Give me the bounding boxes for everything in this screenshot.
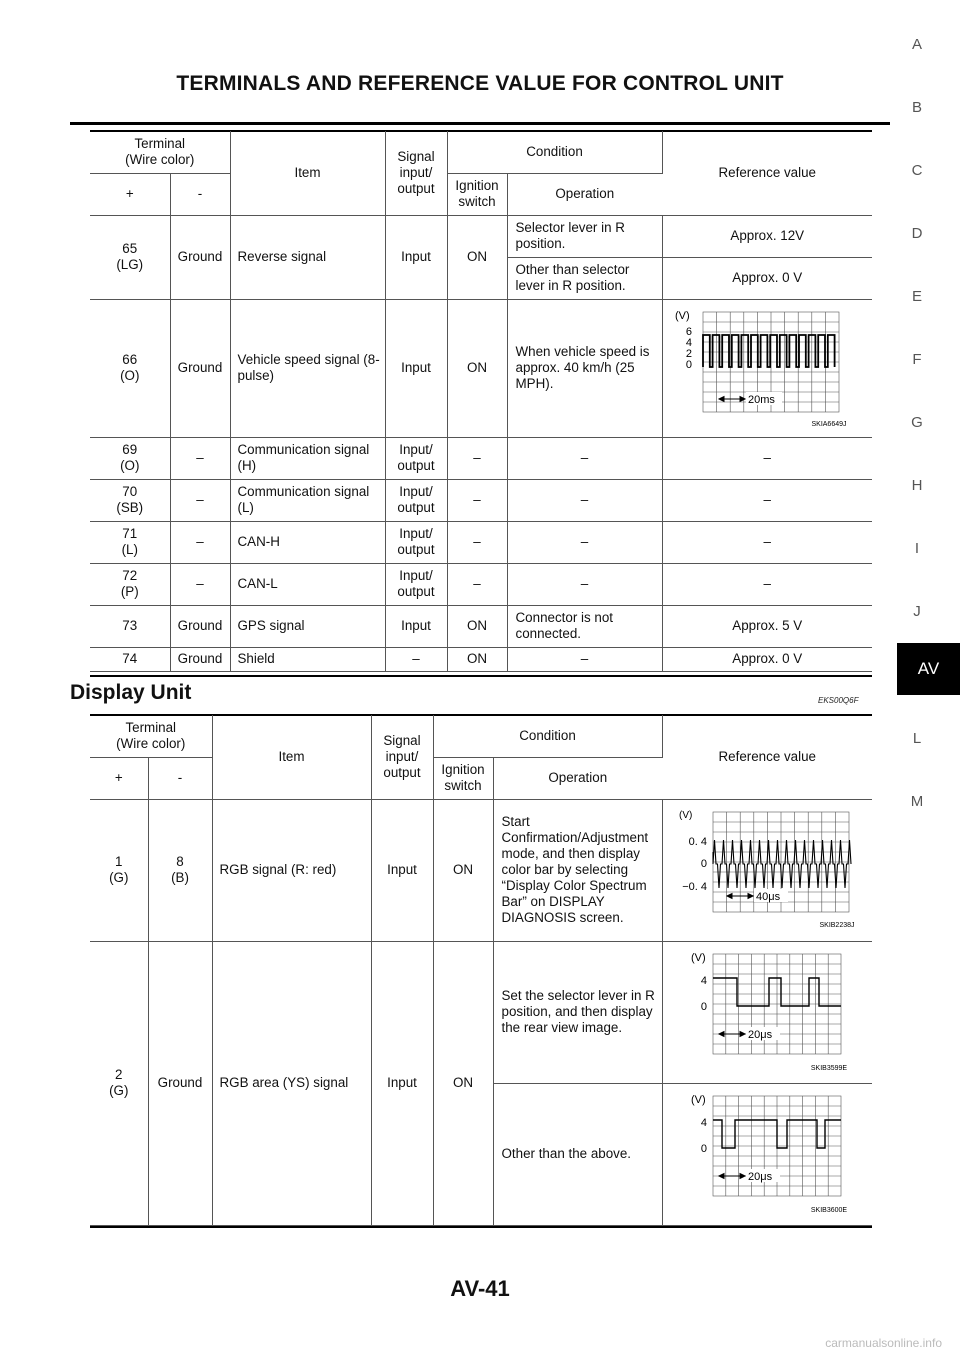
table-row bbox=[90, 647, 872, 671]
waveform-unit: (V) bbox=[675, 310, 690, 322]
operation-cell: – bbox=[507, 479, 662, 521]
header-condition: Condition bbox=[433, 715, 662, 757]
section-code: EKS00Q6F bbox=[818, 696, 859, 705]
operation-cell: Start Confirmation/Adjustment mode, and then display color bar by selecting “Display Color Spectrum Bar” on DISPLAY DIAGNOSIS screen. bbox=[493, 799, 662, 941]
waveform-tick: 0 bbox=[701, 858, 708, 870]
reference-waveform-cell bbox=[662, 941, 872, 1083]
header-plus: + bbox=[90, 173, 170, 215]
terminal-minus: Ground bbox=[170, 647, 230, 671]
table-row bbox=[90, 799, 872, 941]
waveform-tick: 0. 4 bbox=[688, 836, 708, 848]
reference-cell: – bbox=[662, 437, 872, 479]
header-item: Item bbox=[212, 715, 371, 799]
section-title-display-unit: Display Unit bbox=[70, 681, 192, 704]
figure-id: SKIA6649J bbox=[811, 421, 847, 428]
waveform-tick: 6 bbox=[686, 326, 693, 338]
ignition-cell: ON bbox=[433, 941, 493, 1225]
terminal-number: 72 (P) bbox=[90, 563, 170, 605]
header-item: Item bbox=[230, 131, 385, 215]
terminal-minus: – bbox=[170, 479, 230, 521]
terminal-minus: – bbox=[170, 437, 230, 479]
signal-cell: Input/ output bbox=[385, 479, 447, 521]
terminal-plus: 2 (G) bbox=[90, 941, 148, 1225]
item-cell: CAN-H bbox=[230, 521, 385, 563]
side-index-a[interactable]: A bbox=[911, 36, 922, 53]
side-index-b[interactable]: B bbox=[911, 99, 922, 116]
signal-cell: Input/ output bbox=[385, 521, 447, 563]
reference-cell: Approx. 12V bbox=[662, 215, 872, 257]
table-row bbox=[90, 521, 872, 563]
operation-cell: – bbox=[507, 521, 662, 563]
operation-cell: Connector is not connected. bbox=[507, 605, 662, 647]
ignition-cell: – bbox=[447, 521, 507, 563]
terminal-number: 66 (O) bbox=[90, 299, 170, 437]
operation-cell: Other than selector lever in R position. bbox=[507, 257, 662, 299]
table-row bbox=[90, 479, 872, 521]
waveform-unit: (V) bbox=[691, 1094, 706, 1106]
waveform-skia6649j bbox=[669, 304, 865, 432]
terminal-minus: Ground bbox=[170, 605, 230, 647]
ignition-cell: – bbox=[447, 479, 507, 521]
waveform-tick: −0. 4 bbox=[682, 881, 708, 893]
side-index-av-active[interactable]: AV bbox=[897, 643, 960, 695]
operation-cell: – bbox=[507, 563, 662, 605]
side-index-h[interactable]: H bbox=[911, 477, 923, 494]
time-scale-arrow bbox=[719, 1174, 745, 1179]
ignition-cell: – bbox=[447, 437, 507, 479]
operation-cell: – bbox=[507, 647, 662, 671]
header-operation: Operation bbox=[493, 757, 662, 799]
table1-bottom-rule bbox=[90, 675, 872, 677]
terminal-number: 71 (L) bbox=[90, 521, 170, 563]
figure-id: SKIB3599E bbox=[811, 1065, 848, 1072]
ignition-cell: – bbox=[447, 563, 507, 605]
operation-cell: When vehicle speed is approx. 40 km/h (25 MPH). bbox=[507, 299, 662, 437]
terminal-number: 65 (LG) bbox=[90, 215, 170, 299]
waveform-trace bbox=[713, 840, 851, 888]
side-index-f[interactable]: F bbox=[912, 351, 922, 368]
waveform-tick: 4 bbox=[701, 975, 708, 987]
reference-cell: – bbox=[662, 479, 872, 521]
terminal-minus: Ground bbox=[148, 941, 212, 1225]
terminal-table-control-unit bbox=[90, 131, 872, 672]
waveform-skib2238j bbox=[669, 806, 865, 934]
header-minus: - bbox=[170, 173, 230, 215]
waveform-tick: 0 bbox=[686, 359, 693, 371]
waveform-tick: 4 bbox=[686, 337, 693, 349]
table-row bbox=[90, 215, 872, 257]
terminal-minus: Ground bbox=[170, 215, 230, 299]
table-row bbox=[90, 299, 872, 437]
terminal-minus: – bbox=[170, 563, 230, 605]
signal-cell: Input bbox=[385, 299, 447, 437]
header-condition: Condition bbox=[447, 131, 662, 173]
terminal-plus: 1 (G) bbox=[90, 799, 148, 941]
waveform-tick: 0 bbox=[701, 1001, 708, 1013]
table-row bbox=[90, 437, 872, 479]
side-index-i[interactable]: I bbox=[914, 540, 920, 557]
header-signal: Signal input/ output bbox=[371, 715, 433, 799]
ignition-cell: ON bbox=[447, 605, 507, 647]
terminal-number: 74 bbox=[90, 647, 170, 671]
reference-cell: Approx. 5 V bbox=[662, 605, 872, 647]
title-rule bbox=[70, 122, 890, 125]
operation-cell: Other than the above. bbox=[493, 1083, 662, 1225]
header-plus: + bbox=[90, 757, 148, 799]
waveform-unit: (V) bbox=[691, 952, 706, 964]
header-terminal: Terminal (Wire color) bbox=[90, 131, 230, 173]
item-cell: RGB signal (R: red) bbox=[212, 799, 371, 941]
table2-bottom-rule bbox=[90, 1226, 872, 1228]
signal-cell: Input bbox=[385, 215, 447, 299]
table-row bbox=[90, 563, 872, 605]
figure-id: SKIB2238J bbox=[819, 922, 855, 929]
reference-waveform-cell bbox=[662, 799, 872, 941]
item-cell: GPS signal bbox=[230, 605, 385, 647]
side-index-g[interactable]: G bbox=[911, 414, 923, 431]
table-row bbox=[90, 605, 872, 647]
side-index-e[interactable]: E bbox=[911, 288, 922, 305]
reference-cell: Approx. 0 V bbox=[662, 257, 872, 299]
header-terminal: Terminal (Wire color) bbox=[90, 715, 212, 757]
ignition-cell: ON bbox=[433, 799, 493, 941]
operation-cell: Set the selector lever in R position, and then display the rear view image. bbox=[493, 941, 662, 1083]
reference-waveform-cell bbox=[662, 1083, 872, 1225]
waveform-tick: 0 bbox=[701, 1143, 708, 1155]
item-cell: Reverse signal bbox=[230, 215, 385, 299]
page-number: AV-41 bbox=[450, 1276, 510, 1301]
signal-cell: Input/ output bbox=[385, 437, 447, 479]
waveform-tick: 4 bbox=[701, 1117, 708, 1129]
ignition-cell: ON bbox=[447, 647, 507, 671]
operation-cell: Selector lever in R position. bbox=[507, 215, 662, 257]
waveform-time: 20ms bbox=[748, 394, 776, 406]
waveform-tick: 2 bbox=[686, 348, 693, 360]
waveform-time: 20μs bbox=[748, 1171, 773, 1183]
side-index-l[interactable]: L bbox=[912, 730, 922, 747]
terminal-number: 70 (SB) bbox=[90, 479, 170, 521]
time-scale-arrow bbox=[719, 397, 745, 402]
ignition-cell: ON bbox=[447, 215, 507, 299]
header-minus: - bbox=[148, 757, 212, 799]
terminal-number: 73 bbox=[90, 605, 170, 647]
reference-waveform-cell bbox=[662, 299, 872, 437]
item-cell: Vehicle speed signal (8-pulse) bbox=[230, 299, 385, 437]
signal-cell: Input bbox=[385, 605, 447, 647]
side-index-c[interactable]: C bbox=[911, 162, 923, 179]
reference-cell: – bbox=[662, 521, 872, 563]
header-reference: Reference value bbox=[662, 715, 872, 799]
reference-cell: Approx. 0 V bbox=[662, 647, 872, 671]
terminal-number: 69 (O) bbox=[90, 437, 170, 479]
header-operation: Operation bbox=[507, 173, 662, 215]
waveform-unit: (V) bbox=[679, 810, 693, 821]
signal-cell: Input bbox=[371, 799, 433, 941]
waveform-time: 20μs bbox=[748, 1029, 773, 1041]
side-index-m[interactable]: M bbox=[910, 793, 924, 810]
signal-cell: Input/ output bbox=[385, 563, 447, 605]
signal-cell: – bbox=[385, 647, 447, 671]
item-cell: RGB area (YS) signal bbox=[212, 941, 371, 1225]
side-index-d[interactable]: D bbox=[911, 225, 923, 242]
waveform-trace bbox=[713, 1120, 841, 1148]
time-scale-arrow bbox=[719, 1032, 745, 1037]
table-row bbox=[90, 941, 872, 1083]
signal-cell: Input bbox=[371, 941, 433, 1225]
waveform-skib3599e bbox=[669, 948, 865, 1076]
header-ignition: Ignition switch bbox=[433, 757, 493, 799]
operation-cell: – bbox=[507, 437, 662, 479]
figure-id: SKIB3600E bbox=[811, 1207, 848, 1214]
header-signal: Signal input/ output bbox=[385, 131, 447, 215]
item-cell: Communication signal (L) bbox=[230, 479, 385, 521]
item-cell: CAN-L bbox=[230, 563, 385, 605]
waveform-time: 40μs bbox=[756, 891, 781, 903]
terminal-minus: Ground bbox=[170, 299, 230, 437]
page-title: TERMINALS AND REFERENCE VALUE FOR CONTROL UNIT bbox=[176, 72, 784, 95]
waveform-skib3600e bbox=[669, 1090, 865, 1218]
footer-watermark: carmanualsonline.info bbox=[825, 1336, 942, 1350]
reference-cell: – bbox=[662, 563, 872, 605]
terminal-minus: 8 (B) bbox=[148, 799, 212, 941]
header-ignition: Ignition switch bbox=[447, 173, 507, 215]
header-reference: Reference value bbox=[662, 131, 872, 215]
item-cell: Shield bbox=[230, 647, 385, 671]
terminal-table-display-unit bbox=[90, 715, 872, 1226]
ignition-cell: ON bbox=[447, 299, 507, 437]
terminal-minus: – bbox=[170, 521, 230, 563]
item-cell: Communication signal (H) bbox=[230, 437, 385, 479]
side-index-j[interactable]: J bbox=[913, 603, 921, 620]
